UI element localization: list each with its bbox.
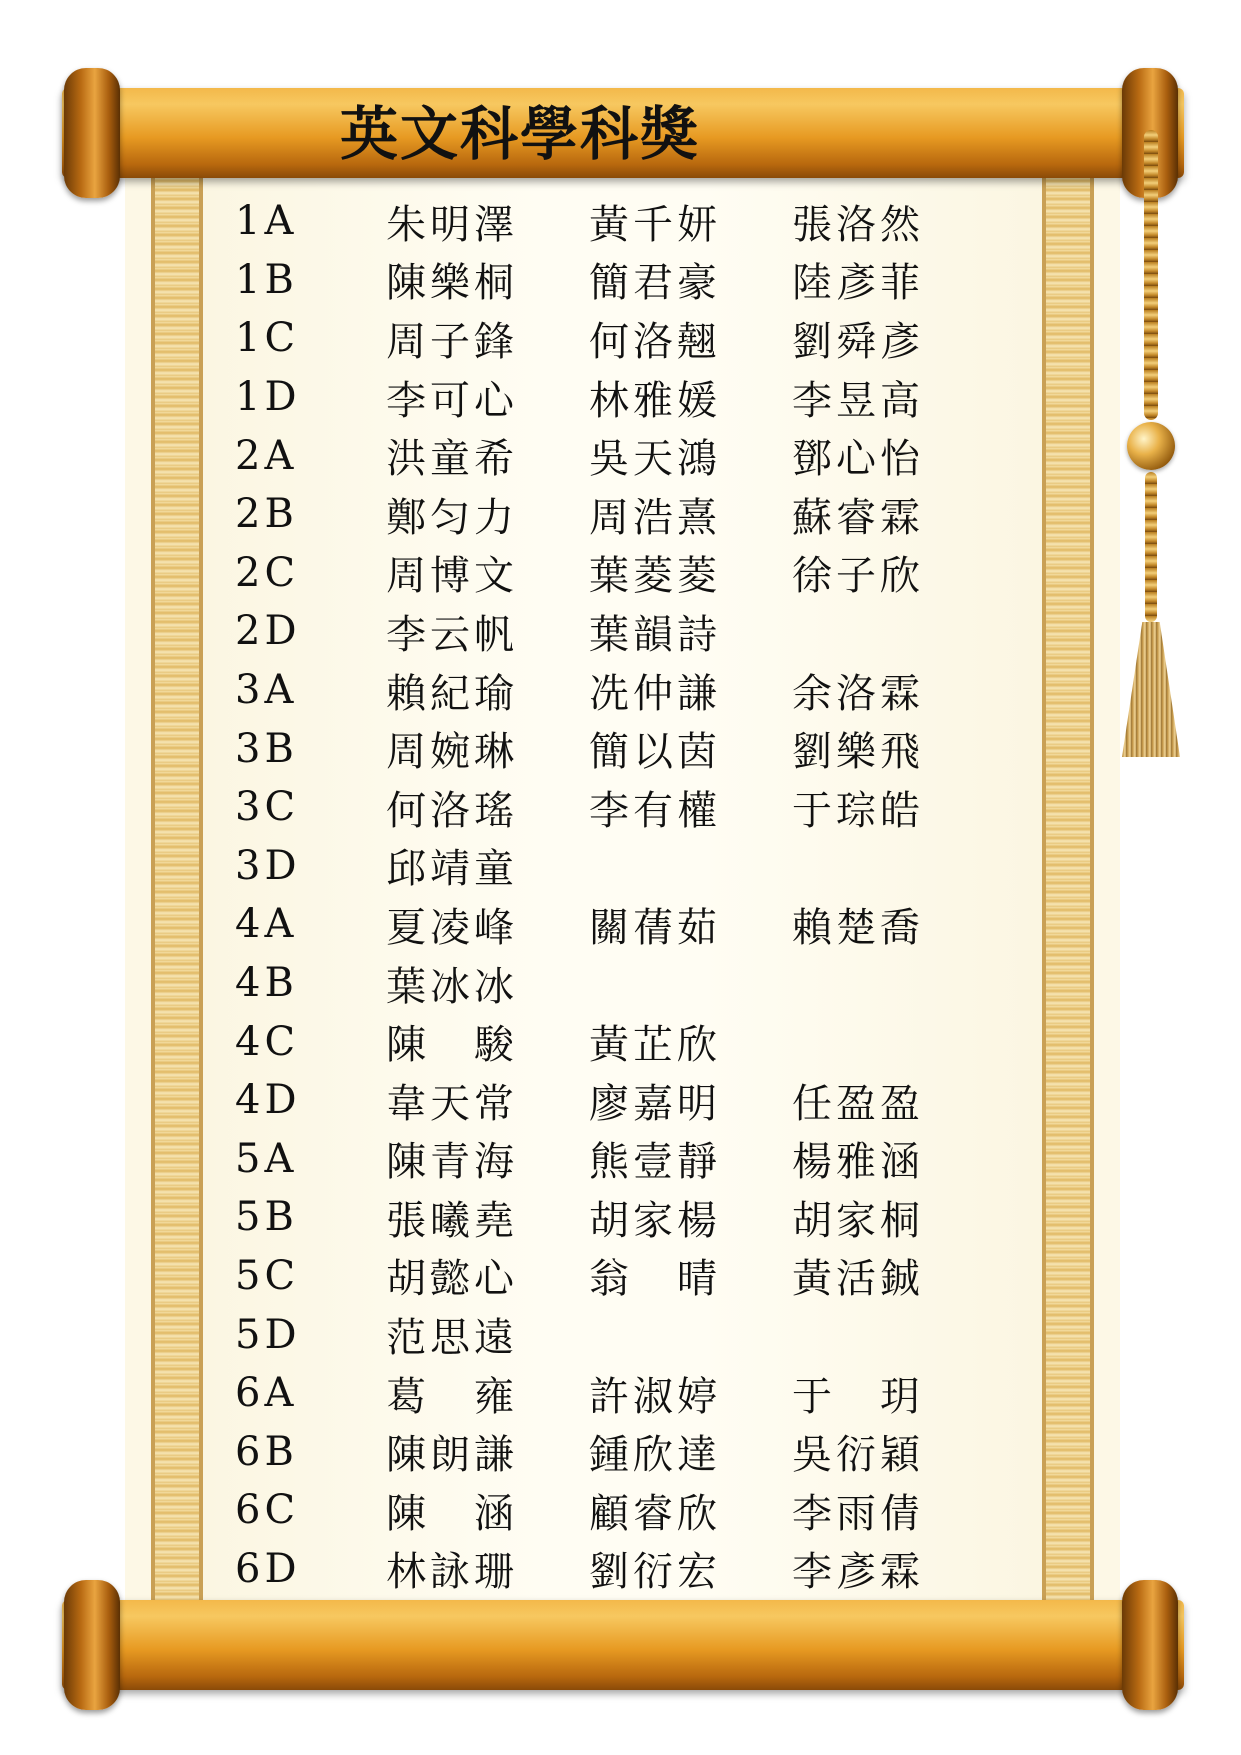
roster-row [235, 1364, 995, 1423]
class-label: 2C [235, 549, 300, 596]
student-name: 陸彥菲 [792, 260, 925, 307]
roster-row [235, 251, 995, 310]
class-label: 5D [235, 1311, 301, 1358]
class-label: 6B [235, 1428, 298, 1475]
class-label: 4D [235, 1077, 301, 1124]
student-name: 賴紀瑜 [386, 670, 519, 717]
page-title: 英文科學科獎 [340, 100, 701, 168]
student-name: 關蒨茹 [589, 904, 722, 951]
student-name: 吳天鴻 [589, 436, 722, 483]
student-name: 韋天常 [386, 1080, 519, 1127]
student-name: 任盈盈 [792, 1080, 925, 1127]
student-name: 周子鋒 [386, 318, 519, 365]
student-name: 陳 駿 [386, 1022, 519, 1069]
student-name: 許淑婷 [589, 1373, 722, 1420]
student-name: 鄧心怡 [792, 436, 925, 483]
roster-row [235, 1540, 995, 1599]
roster-row [235, 661, 995, 720]
student-name: 張洛然 [792, 201, 925, 248]
tassel-fringe-icon [1122, 622, 1180, 757]
student-name: 何洛瑤 [386, 787, 519, 834]
roster-row [235, 1247, 995, 1306]
class-label: 4C [235, 1018, 300, 1065]
student-name: 葉冰冰 [386, 963, 519, 1010]
student-name: 徐子欣 [792, 553, 925, 600]
student-name: 鍾欣達 [589, 1432, 722, 1479]
student-name: 翁 晴 [589, 1256, 722, 1303]
roster-row [235, 778, 995, 837]
roster-row [235, 837, 995, 896]
student-name: 陳朗謙 [386, 1432, 519, 1479]
student-name: 胡家桐 [792, 1197, 925, 1244]
roster-row [235, 895, 995, 954]
roster-row [235, 1481, 995, 1540]
roster-row [235, 192, 995, 251]
student-name: 洪童希 [386, 436, 519, 483]
class-label: 3B [235, 725, 298, 772]
student-name: 鄭匀力 [386, 494, 519, 541]
class-label: 5A [235, 1135, 298, 1182]
roster-row [235, 1071, 995, 1130]
roster-row [235, 485, 995, 544]
student-name: 李可心 [386, 377, 519, 424]
student-name: 賴楚喬 [792, 904, 925, 951]
student-name: 周博文 [386, 553, 519, 600]
class-label: 3A [235, 667, 298, 714]
student-name: 夏凌峰 [386, 904, 519, 951]
student-name: 黃活鋮 [792, 1256, 925, 1303]
roster-row [235, 1012, 995, 1071]
student-name: 周浩熹 [589, 494, 722, 541]
student-name: 林詠珊 [386, 1549, 519, 1596]
student-name: 葉菱菱 [589, 553, 722, 600]
student-name: 黃千妍 [589, 201, 722, 248]
student-name: 劉舜彥 [792, 318, 925, 365]
tassel-bead-string-icon [1144, 130, 1158, 420]
student-name: 顧睿欣 [589, 1490, 722, 1537]
student-name: 于琮皓 [792, 787, 925, 834]
student-name: 胡懿心 [386, 1256, 519, 1303]
roster-row [235, 368, 995, 427]
student-name: 張曦堯 [386, 1197, 519, 1244]
class-label: 6D [235, 1545, 301, 1592]
student-name: 葛 雍 [386, 1373, 519, 1420]
student-name: 于 玥 [792, 1373, 925, 1420]
student-name: 楊雅涵 [792, 1139, 925, 1186]
student-name: 蘇睿霖 [792, 494, 925, 541]
student-name: 劉樂飛 [792, 729, 925, 776]
student-name: 李彥霖 [792, 1549, 925, 1596]
student-name: 何洛翹 [589, 318, 722, 365]
student-name: 廖嘉明 [589, 1080, 722, 1127]
class-label: 6C [235, 1487, 300, 1534]
student-name: 冼仲謙 [589, 670, 722, 717]
roster-row [235, 602, 995, 661]
rod-cap-top-left [64, 68, 120, 198]
roster-row [235, 309, 995, 368]
roster-row [235, 1130, 995, 1189]
class-label: 4A [235, 901, 298, 948]
student-name: 林雅媛 [589, 377, 722, 424]
student-name: 劉衍宏 [589, 1549, 722, 1596]
class-label: 2B [235, 491, 298, 538]
student-name: 陳 涵 [386, 1490, 519, 1537]
roster-row [235, 1422, 995, 1481]
student-name: 范思遠 [386, 1315, 519, 1362]
class-label: 2A [235, 432, 298, 479]
student-name: 葉韻詩 [589, 611, 722, 658]
student-name: 簡君豪 [589, 260, 722, 307]
award-roster [235, 192, 995, 1598]
student-name: 吳衍穎 [792, 1432, 925, 1479]
scroll-border-left [151, 176, 203, 1600]
roster-row [235, 954, 995, 1013]
class-label: 4B [235, 960, 298, 1007]
student-name: 陳樂桐 [386, 260, 519, 307]
student-name: 陳青海 [386, 1139, 519, 1186]
student-name: 邱靖童 [386, 846, 519, 893]
roster-row [235, 544, 995, 603]
tassel-orb-icon [1127, 422, 1175, 470]
student-name: 熊壹靜 [589, 1139, 722, 1186]
roster-row [235, 1188, 995, 1247]
student-name: 李昱高 [792, 377, 925, 424]
roster-row [235, 719, 995, 778]
class-label: 5B [235, 1194, 298, 1241]
student-name: 李雨倩 [792, 1490, 925, 1537]
roster-row [235, 426, 995, 485]
class-label: 1D [235, 374, 301, 421]
student-name: 周婉琳 [386, 729, 519, 776]
roster-row [235, 1305, 995, 1364]
scroll-border-right [1042, 176, 1094, 1600]
student-name: 簡以茵 [589, 729, 722, 776]
rod-cap-bottom-left [64, 1580, 120, 1710]
student-name: 朱明澤 [386, 201, 519, 248]
student-name: 黃芷欣 [589, 1022, 722, 1069]
student-name: 胡家楊 [589, 1197, 722, 1244]
student-name: 李有權 [589, 787, 722, 834]
tassel-lower-beads-icon [1145, 472, 1157, 622]
class-label: 1B [235, 256, 298, 303]
class-label: 1C [235, 315, 300, 362]
class-label: 1A [235, 198, 298, 245]
student-name: 李云帆 [386, 611, 519, 658]
class-label: 6A [235, 1370, 298, 1417]
class-label: 3C [235, 784, 300, 831]
scroll-rod-bottom [62, 1600, 1184, 1690]
class-label: 5C [235, 1252, 300, 1299]
student-name: 余洛霖 [792, 670, 925, 717]
class-label: 2D [235, 608, 301, 655]
class-label: 3D [235, 842, 301, 889]
rod-cap-bottom-right [1122, 1580, 1178, 1710]
